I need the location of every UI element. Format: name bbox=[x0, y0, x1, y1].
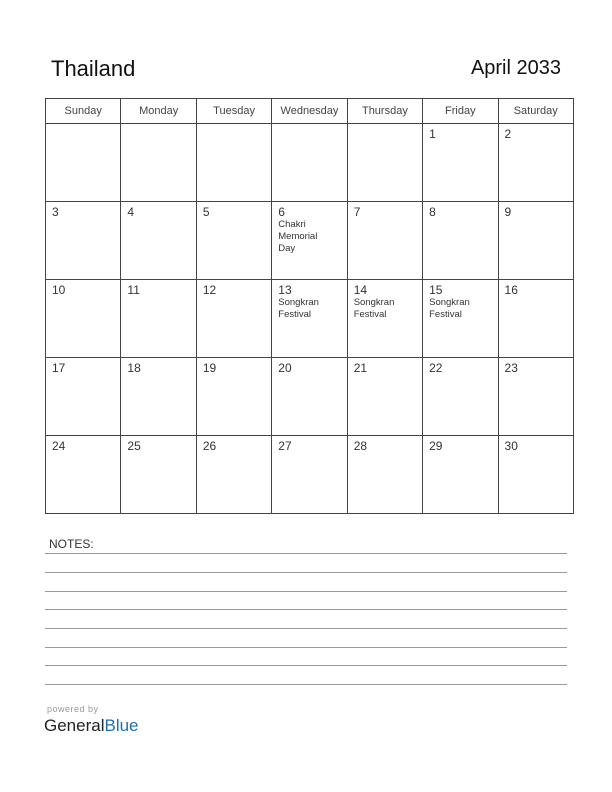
day-cell bbox=[46, 280, 121, 358]
day-number: 8 bbox=[429, 205, 436, 219]
week-row bbox=[46, 202, 574, 280]
brand-general: General bbox=[44, 716, 105, 735]
day-number: 3 bbox=[52, 205, 59, 219]
holiday-label: Songkran Festival bbox=[353, 297, 395, 320]
week-row bbox=[46, 124, 574, 202]
day-cell bbox=[347, 358, 422, 436]
day-number: 1 bbox=[429, 127, 436, 141]
day-cell bbox=[121, 358, 196, 436]
day-number: 12 bbox=[202, 283, 217, 297]
day-cell bbox=[46, 436, 121, 514]
day-cell bbox=[196, 280, 271, 358]
holiday-label: Songkran Festival bbox=[429, 297, 470, 320]
day-cell bbox=[121, 124, 196, 202]
holiday-label: Chakri Memorial Day bbox=[278, 219, 318, 254]
day-cell bbox=[272, 124, 347, 202]
day-number: 10 bbox=[52, 283, 66, 297]
notes-line bbox=[45, 609, 567, 610]
day-number: 14 bbox=[353, 283, 368, 297]
day-number: 2 bbox=[504, 127, 512, 141]
day-number: 23 bbox=[504, 361, 518, 375]
notes-line bbox=[45, 553, 567, 554]
day-cell bbox=[347, 436, 422, 514]
brand-blue: Blue bbox=[104, 716, 139, 735]
day-cell bbox=[423, 358, 498, 436]
day-cell bbox=[498, 202, 573, 280]
day-cell bbox=[347, 124, 422, 202]
week-row bbox=[46, 436, 574, 514]
day-number: 22 bbox=[429, 361, 443, 375]
day-cell bbox=[272, 202, 347, 280]
weekday-header: Wednesday bbox=[272, 99, 347, 124]
day-number: 21 bbox=[353, 361, 368, 375]
day-number: 7 bbox=[353, 205, 361, 219]
day-cell bbox=[46, 124, 121, 202]
day-number: 26 bbox=[202, 439, 217, 453]
calendar-grid bbox=[45, 98, 574, 514]
weekday-header: Thursday bbox=[347, 99, 422, 124]
day-cell bbox=[46, 202, 121, 280]
day-cell bbox=[196, 358, 271, 436]
day-number: 27 bbox=[278, 439, 292, 453]
day-number: 24 bbox=[52, 439, 66, 453]
notes-line bbox=[45, 591, 567, 592]
day-cell bbox=[196, 124, 271, 202]
day-cell bbox=[423, 280, 498, 358]
holiday-label: Songkran Festival bbox=[278, 297, 319, 320]
month-year-title: April 2033 bbox=[470, 57, 561, 79]
day-cell bbox=[498, 124, 573, 202]
day-number: 19 bbox=[202, 361, 217, 375]
day-number: 13 bbox=[278, 283, 292, 297]
day-number: 16 bbox=[504, 283, 518, 297]
day-number: 30 bbox=[504, 439, 518, 453]
notes-label: NOTES: bbox=[49, 537, 94, 551]
day-cell bbox=[498, 436, 573, 514]
day-number: 4 bbox=[127, 205, 135, 219]
day-number: 9 bbox=[504, 205, 512, 219]
notes-line bbox=[45, 572, 567, 573]
weekday-header: Saturday bbox=[498, 99, 573, 124]
weekday-header: Sunday bbox=[46, 99, 121, 124]
day-cell bbox=[272, 280, 347, 358]
day-cell bbox=[121, 202, 196, 280]
day-cell bbox=[498, 280, 573, 358]
powered-by-text: powered by bbox=[47, 704, 99, 714]
weekday-header: Friday bbox=[423, 99, 498, 124]
day-number: 11 bbox=[127, 283, 140, 297]
notes-line bbox=[45, 647, 567, 648]
country-title: Thailand bbox=[51, 56, 136, 81]
week-row bbox=[46, 358, 574, 436]
day-number: 15 bbox=[429, 283, 443, 297]
day-cell bbox=[347, 202, 422, 280]
day-number: 29 bbox=[429, 439, 443, 453]
day-number: 5 bbox=[202, 205, 210, 219]
day-cell bbox=[272, 358, 347, 436]
day-cell bbox=[121, 436, 196, 514]
weekday-header-row bbox=[46, 99, 574, 124]
day-cell bbox=[121, 280, 196, 358]
day-cell bbox=[272, 436, 347, 514]
generalblue-logo bbox=[44, 716, 139, 736]
day-number: 6 bbox=[278, 205, 285, 219]
day-number: 25 bbox=[127, 439, 141, 453]
day-cell bbox=[498, 358, 573, 436]
notes-line bbox=[45, 684, 567, 685]
notes-line bbox=[45, 628, 567, 629]
day-number: 18 bbox=[127, 361, 141, 375]
day-number: 28 bbox=[353, 439, 368, 453]
day-cell bbox=[196, 436, 271, 514]
day-cell bbox=[347, 280, 422, 358]
day-number: 20 bbox=[278, 361, 292, 375]
notes-line bbox=[45, 665, 567, 666]
day-cell bbox=[46, 358, 121, 436]
day-number: 17 bbox=[52, 361, 66, 375]
week-row bbox=[46, 280, 574, 358]
day-cell bbox=[423, 436, 498, 514]
day-cell bbox=[196, 202, 271, 280]
weekday-header: Tuesday bbox=[196, 99, 271, 124]
day-cell bbox=[423, 124, 498, 202]
day-cell bbox=[423, 202, 498, 280]
weekday-header: Monday bbox=[121, 99, 196, 124]
